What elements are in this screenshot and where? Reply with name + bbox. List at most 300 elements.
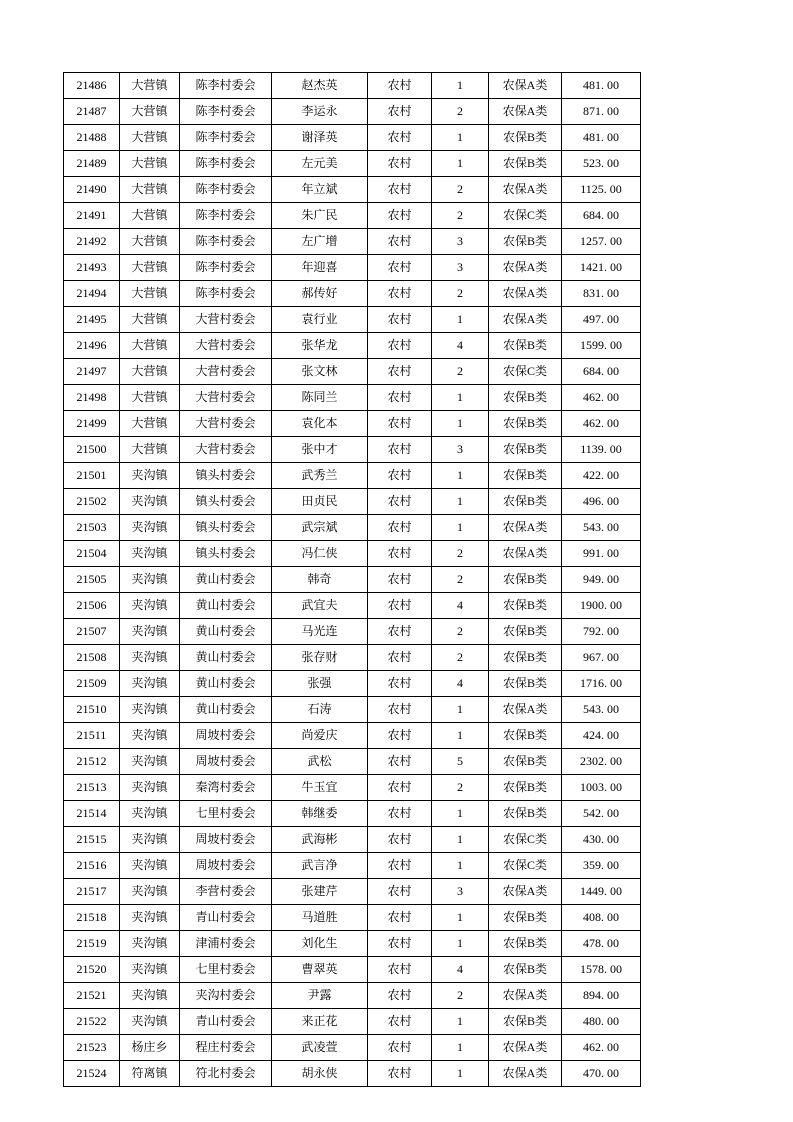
cell-person-name: 张中才: [272, 437, 368, 463]
cell-town: 夹沟镇: [120, 619, 180, 645]
table-row: [64, 255, 641, 281]
cell-residence-type: 农村: [368, 203, 432, 229]
cell-town: 大营镇: [120, 177, 180, 203]
cell-village-committee: 镇头村委会: [180, 541, 272, 567]
table-row: [64, 333, 641, 359]
cell-residence-type: 农村: [368, 281, 432, 307]
cell-insurance-category: 农保B类: [489, 671, 562, 697]
cell-village-committee: 符北村委会: [180, 1061, 272, 1087]
cell-town: 夹沟镇: [120, 567, 180, 593]
cell-amount: 543. 00: [562, 515, 641, 541]
cell-person-name: 左元美: [272, 151, 368, 177]
cell-town: 夹沟镇: [120, 723, 180, 749]
cell-count: 2: [432, 775, 489, 801]
cell-insurance-category: 农保B类: [489, 437, 562, 463]
cell-person-name: 张文林: [272, 359, 368, 385]
cell-village-committee: 陈李村委会: [180, 125, 272, 151]
cell-count: 1: [432, 385, 489, 411]
cell-amount: 1139. 00: [562, 437, 641, 463]
cell-count: 2: [432, 177, 489, 203]
cell-amount: 1003. 00: [562, 775, 641, 801]
cell-amount: 523. 00: [562, 151, 641, 177]
cell-residence-type: 农村: [368, 151, 432, 177]
cell-insurance-category: 农保A类: [489, 541, 562, 567]
cell-amount: 1125. 00: [562, 177, 641, 203]
cell-insurance-category: 农保B类: [489, 151, 562, 177]
cell-town: 大营镇: [120, 359, 180, 385]
cell-village-committee: 大营村委会: [180, 307, 272, 333]
cell-residence-type: 农村: [368, 411, 432, 437]
cell-village-committee: 周坡村委会: [180, 723, 272, 749]
cell-count: 1: [432, 307, 489, 333]
cell-insurance-category: 农保C类: [489, 853, 562, 879]
cell-village-committee: 黄山村委会: [180, 645, 272, 671]
cell-id: 21522: [64, 1009, 120, 1035]
cell-village-committee: 镇头村委会: [180, 489, 272, 515]
cell-insurance-category: 农保A类: [489, 177, 562, 203]
cell-id: 21489: [64, 151, 120, 177]
cell-town: 夹沟镇: [120, 1009, 180, 1035]
cell-amount: 462. 00: [562, 1035, 641, 1061]
cell-id: 21496: [64, 333, 120, 359]
cell-id: 21499: [64, 411, 120, 437]
table-row: [64, 125, 641, 151]
cell-town: 大营镇: [120, 411, 180, 437]
cell-amount: 480. 00: [562, 1009, 641, 1035]
cell-residence-type: 农村: [368, 359, 432, 385]
cell-town: 大营镇: [120, 385, 180, 411]
cell-village-committee: 陈李村委会: [180, 255, 272, 281]
cell-insurance-category: 农保A类: [489, 879, 562, 905]
cell-insurance-category: 农保A类: [489, 983, 562, 1009]
cell-amount: 481. 00: [562, 125, 641, 151]
cell-village-committee: 陈李村委会: [180, 151, 272, 177]
cell-town: 夹沟镇: [120, 983, 180, 1009]
cell-town: 大营镇: [120, 203, 180, 229]
table-row: [64, 619, 641, 645]
table-row: [64, 697, 641, 723]
cell-insurance-category: 农保B类: [489, 931, 562, 957]
cell-id: 21517: [64, 879, 120, 905]
cell-person-name: 石涛: [272, 697, 368, 723]
cell-id: 21523: [64, 1035, 120, 1061]
cell-insurance-category: 农保A类: [489, 515, 562, 541]
cell-amount: 2302. 00: [562, 749, 641, 775]
cell-amount: 542. 00: [562, 801, 641, 827]
cell-count: 2: [432, 359, 489, 385]
cell-count: 1: [432, 1009, 489, 1035]
cell-count: 3: [432, 437, 489, 463]
table-row: [64, 905, 641, 931]
cell-town: 符离镇: [120, 1061, 180, 1087]
cell-insurance-category: 农保C类: [489, 827, 562, 853]
cell-town: 夹沟镇: [120, 931, 180, 957]
cell-amount: 684. 00: [562, 359, 641, 385]
cell-id: 21497: [64, 359, 120, 385]
cell-village-committee: 大营村委会: [180, 333, 272, 359]
cell-village-committee: 黄山村委会: [180, 671, 272, 697]
cell-amount: 359. 00: [562, 853, 641, 879]
cell-id: 21508: [64, 645, 120, 671]
cell-amount: 478. 00: [562, 931, 641, 957]
cell-residence-type: 农村: [368, 541, 432, 567]
cell-amount: 496. 00: [562, 489, 641, 515]
cell-insurance-category: 农保A类: [489, 281, 562, 307]
cell-insurance-category: 农保B类: [489, 593, 562, 619]
cell-person-name: 谢泽英: [272, 125, 368, 151]
cell-town: 夹沟镇: [120, 801, 180, 827]
cell-village-committee: 陈李村委会: [180, 203, 272, 229]
cell-person-name: 年立斌: [272, 177, 368, 203]
cell-count: 3: [432, 255, 489, 281]
cell-village-committee: 青山村委会: [180, 1009, 272, 1035]
cell-count: 4: [432, 333, 489, 359]
cell-insurance-category: 农保B类: [489, 801, 562, 827]
cell-town: 夹沟镇: [120, 671, 180, 697]
table-row: [64, 853, 641, 879]
table-row: [64, 983, 641, 1009]
cell-insurance-category: 农保C类: [489, 359, 562, 385]
cell-amount: 497. 00: [562, 307, 641, 333]
cell-amount: 543. 00: [562, 697, 641, 723]
cell-count: 1: [432, 1035, 489, 1061]
cell-town: 大营镇: [120, 229, 180, 255]
cell-town: 夹沟镇: [120, 879, 180, 905]
cell-person-name: 尚爱庆: [272, 723, 368, 749]
cell-town: 夹沟镇: [120, 853, 180, 879]
cell-village-committee: 青山村委会: [180, 905, 272, 931]
cell-amount: 1716. 00: [562, 671, 641, 697]
cell-residence-type: 农村: [368, 177, 432, 203]
cell-town: 大营镇: [120, 255, 180, 281]
cell-town: 夹沟镇: [120, 827, 180, 853]
cell-id: 21509: [64, 671, 120, 697]
cell-residence-type: 农村: [368, 931, 432, 957]
cell-town: 夹沟镇: [120, 463, 180, 489]
cell-insurance-category: 农保A类: [489, 307, 562, 333]
cell-id: 21518: [64, 905, 120, 931]
cell-village-committee: 黄山村委会: [180, 619, 272, 645]
cell-amount: 792. 00: [562, 619, 641, 645]
cell-id: 21500: [64, 437, 120, 463]
cell-insurance-category: 农保B类: [489, 385, 562, 411]
cell-id: 21519: [64, 931, 120, 957]
cell-residence-type: 农村: [368, 853, 432, 879]
table-row: [64, 801, 641, 827]
table-row: [64, 437, 641, 463]
cell-village-committee: 陈李村委会: [180, 177, 272, 203]
cell-insurance-category: 农保A类: [489, 1061, 562, 1087]
cell-id: 21506: [64, 593, 120, 619]
table-row: [64, 359, 641, 385]
table-row: [64, 307, 641, 333]
cell-residence-type: 农村: [368, 333, 432, 359]
cell-person-name: 田贞民: [272, 489, 368, 515]
cell-residence-type: 农村: [368, 489, 432, 515]
cell-residence-type: 农村: [368, 723, 432, 749]
table-row: [64, 567, 641, 593]
cell-residence-type: 农村: [368, 905, 432, 931]
cell-amount: 1578. 00: [562, 957, 641, 983]
cell-amount: 408. 00: [562, 905, 641, 931]
cell-person-name: 胡永侠: [272, 1061, 368, 1087]
cell-person-name: 武秀兰: [272, 463, 368, 489]
cell-village-committee: 镇头村委会: [180, 515, 272, 541]
table-row: [64, 827, 641, 853]
table-row: [64, 489, 641, 515]
cell-residence-type: 农村: [368, 879, 432, 905]
cell-id: 21487: [64, 99, 120, 125]
cell-village-committee: 周坡村委会: [180, 853, 272, 879]
cell-town: 夹沟镇: [120, 697, 180, 723]
cell-person-name: 武宗斌: [272, 515, 368, 541]
cell-village-committee: 七里村委会: [180, 957, 272, 983]
cell-village-committee: 陈李村委会: [180, 281, 272, 307]
cell-residence-type: 农村: [368, 827, 432, 853]
cell-town: 大营镇: [120, 307, 180, 333]
cell-person-name: 武海彬: [272, 827, 368, 853]
cell-person-name: 陈同兰: [272, 385, 368, 411]
table-row: [64, 151, 641, 177]
cell-town: 大营镇: [120, 125, 180, 151]
cell-town: 夹沟镇: [120, 515, 180, 541]
table-row: [64, 515, 641, 541]
cell-insurance-category: 农保B类: [489, 1009, 562, 1035]
cell-insurance-category: 农保B类: [489, 775, 562, 801]
cell-count: 1: [432, 125, 489, 151]
table-row: [64, 99, 641, 125]
cell-amount: 949. 00: [562, 567, 641, 593]
cell-id: 21515: [64, 827, 120, 853]
cell-insurance-category: 农保A类: [489, 697, 562, 723]
table-row: [64, 463, 641, 489]
benefits-table: [63, 72, 641, 1087]
cell-id: 21507: [64, 619, 120, 645]
cell-person-name: 刘化生: [272, 931, 368, 957]
cell-count: 1: [432, 905, 489, 931]
cell-amount: 430. 00: [562, 827, 641, 853]
cell-amount: 991. 00: [562, 541, 641, 567]
cell-id: 21514: [64, 801, 120, 827]
cell-residence-type: 农村: [368, 593, 432, 619]
cell-count: 1: [432, 853, 489, 879]
cell-village-committee: 陈李村委会: [180, 229, 272, 255]
table-row: [64, 1035, 641, 1061]
cell-village-committee: 七里村委会: [180, 801, 272, 827]
table-row: [64, 593, 641, 619]
cell-count: 2: [432, 983, 489, 1009]
table-row: [64, 957, 641, 983]
cell-person-name: 年迎喜: [272, 255, 368, 281]
cell-id: 21521: [64, 983, 120, 1009]
cell-count: 1: [432, 723, 489, 749]
cell-village-committee: 镇头村委会: [180, 463, 272, 489]
cell-residence-type: 农村: [368, 801, 432, 827]
cell-town: 夹沟镇: [120, 775, 180, 801]
cell-id: 21520: [64, 957, 120, 983]
table-row: [64, 1009, 641, 1035]
cell-amount: 684. 00: [562, 203, 641, 229]
cell-person-name: 尹露: [272, 983, 368, 1009]
cell-insurance-category: 农保A类: [489, 73, 562, 99]
cell-id: 21502: [64, 489, 120, 515]
cell-amount: 831. 00: [562, 281, 641, 307]
table-row: [64, 775, 641, 801]
cell-village-committee: 大营村委会: [180, 359, 272, 385]
cell-amount: 1900. 00: [562, 593, 641, 619]
cell-village-committee: 陈李村委会: [180, 99, 272, 125]
cell-town: 大营镇: [120, 281, 180, 307]
cell-person-name: 张强: [272, 671, 368, 697]
cell-residence-type: 农村: [368, 99, 432, 125]
table-row: [64, 671, 641, 697]
cell-town: 大营镇: [120, 151, 180, 177]
cell-residence-type: 农村: [368, 775, 432, 801]
cell-residence-type: 农村: [368, 255, 432, 281]
cell-insurance-category: 农保C类: [489, 203, 562, 229]
cell-amount: 1599. 00: [562, 333, 641, 359]
cell-count: 4: [432, 957, 489, 983]
cell-village-committee: 大营村委会: [180, 411, 272, 437]
cell-person-name: 曹翠英: [272, 957, 368, 983]
cell-count: 1: [432, 1061, 489, 1087]
cell-person-name: 马光连: [272, 619, 368, 645]
cell-amount: 1257. 00: [562, 229, 641, 255]
cell-residence-type: 农村: [368, 1061, 432, 1087]
cell-amount: 422. 00: [562, 463, 641, 489]
table-row: [64, 281, 641, 307]
cell-id: 21503: [64, 515, 120, 541]
cell-village-committee: 程庄村委会: [180, 1035, 272, 1061]
cell-person-name: 韩奇: [272, 567, 368, 593]
table-row: [64, 541, 641, 567]
table-row: [64, 203, 641, 229]
cell-amount: 462. 00: [562, 385, 641, 411]
cell-amount: 1449. 00: [562, 879, 641, 905]
cell-id: 21505: [64, 567, 120, 593]
cell-insurance-category: 农保B类: [489, 463, 562, 489]
table-row: [64, 385, 641, 411]
cell-count: 2: [432, 281, 489, 307]
cell-person-name: 李运永: [272, 99, 368, 125]
cell-insurance-category: 农保B类: [489, 957, 562, 983]
cell-village-committee: 黄山村委会: [180, 567, 272, 593]
cell-insurance-category: 农保B类: [489, 749, 562, 775]
cell-count: 5: [432, 749, 489, 775]
cell-amount: 481. 00: [562, 73, 641, 99]
cell-person-name: 来正花: [272, 1009, 368, 1035]
cell-amount: 470. 00: [562, 1061, 641, 1087]
cell-id: 21492: [64, 229, 120, 255]
cell-residence-type: 农村: [368, 307, 432, 333]
cell-person-name: 冯仁侠: [272, 541, 368, 567]
cell-town: 夹沟镇: [120, 541, 180, 567]
cell-id: 21490: [64, 177, 120, 203]
cell-person-name: 武宜夫: [272, 593, 368, 619]
cell-id: 21491: [64, 203, 120, 229]
cell-person-name: 朱广民: [272, 203, 368, 229]
cell-count: 2: [432, 619, 489, 645]
cell-village-committee: 李营村委会: [180, 879, 272, 905]
cell-id: 21524: [64, 1061, 120, 1087]
cell-village-committee: 大营村委会: [180, 385, 272, 411]
cell-id: 21511: [64, 723, 120, 749]
cell-amount: 894. 00: [562, 983, 641, 1009]
cell-id: 21493: [64, 255, 120, 281]
cell-id: 21486: [64, 73, 120, 99]
cell-residence-type: 农村: [368, 619, 432, 645]
cell-village-committee: 周坡村委会: [180, 827, 272, 853]
table-row: [64, 723, 641, 749]
cell-village-committee: 秦湾村委会: [180, 775, 272, 801]
cell-village-committee: 黄山村委会: [180, 593, 272, 619]
cell-residence-type: 农村: [368, 229, 432, 255]
cell-insurance-category: 农保B类: [489, 333, 562, 359]
table-row: [64, 645, 641, 671]
table-row: [64, 879, 641, 905]
cell-village-committee: 大营村委会: [180, 437, 272, 463]
cell-count: 1: [432, 515, 489, 541]
cell-residence-type: 农村: [368, 1009, 432, 1035]
cell-id: 21513: [64, 775, 120, 801]
cell-id: 21510: [64, 697, 120, 723]
cell-insurance-category: 农保B类: [489, 125, 562, 151]
cell-residence-type: 农村: [368, 437, 432, 463]
cell-amount: 967. 00: [562, 645, 641, 671]
cell-residence-type: 农村: [368, 983, 432, 1009]
cell-person-name: 郝传好: [272, 281, 368, 307]
cell-count: 4: [432, 593, 489, 619]
cell-residence-type: 农村: [368, 515, 432, 541]
cell-town: 夹沟镇: [120, 645, 180, 671]
cell-amount: 871. 00: [562, 99, 641, 125]
cell-id: 21516: [64, 853, 120, 879]
cell-count: 1: [432, 411, 489, 437]
table-row: [64, 1061, 641, 1087]
cell-amount: 462. 00: [562, 411, 641, 437]
cell-residence-type: 农村: [368, 463, 432, 489]
cell-residence-type: 农村: [368, 957, 432, 983]
cell-village-committee: 黄山村委会: [180, 697, 272, 723]
table-row: [64, 749, 641, 775]
cell-count: 1: [432, 801, 489, 827]
cell-residence-type: 农村: [368, 567, 432, 593]
cell-count: 2: [432, 541, 489, 567]
cell-insurance-category: 农保B类: [489, 645, 562, 671]
cell-residence-type: 农村: [368, 697, 432, 723]
cell-count: 1: [432, 463, 489, 489]
cell-residence-type: 农村: [368, 671, 432, 697]
cell-insurance-category: 农保B类: [489, 489, 562, 515]
cell-id: 21501: [64, 463, 120, 489]
cell-town: 夹沟镇: [120, 749, 180, 775]
cell-id: 21495: [64, 307, 120, 333]
table-row: [64, 73, 641, 99]
cell-count: 1: [432, 931, 489, 957]
cell-id: 21488: [64, 125, 120, 151]
cell-id: 21512: [64, 749, 120, 775]
cell-insurance-category: 农保A类: [489, 255, 562, 281]
cell-person-name: 牛玉宜: [272, 775, 368, 801]
cell-village-committee: 夹沟村委会: [180, 983, 272, 1009]
cell-person-name: 张建芹: [272, 879, 368, 905]
cell-count: 3: [432, 229, 489, 255]
cell-person-name: 马道胜: [272, 905, 368, 931]
cell-town: 夹沟镇: [120, 957, 180, 983]
cell-count: 2: [432, 99, 489, 125]
cell-amount: 424. 00: [562, 723, 641, 749]
cell-count: 1: [432, 151, 489, 177]
